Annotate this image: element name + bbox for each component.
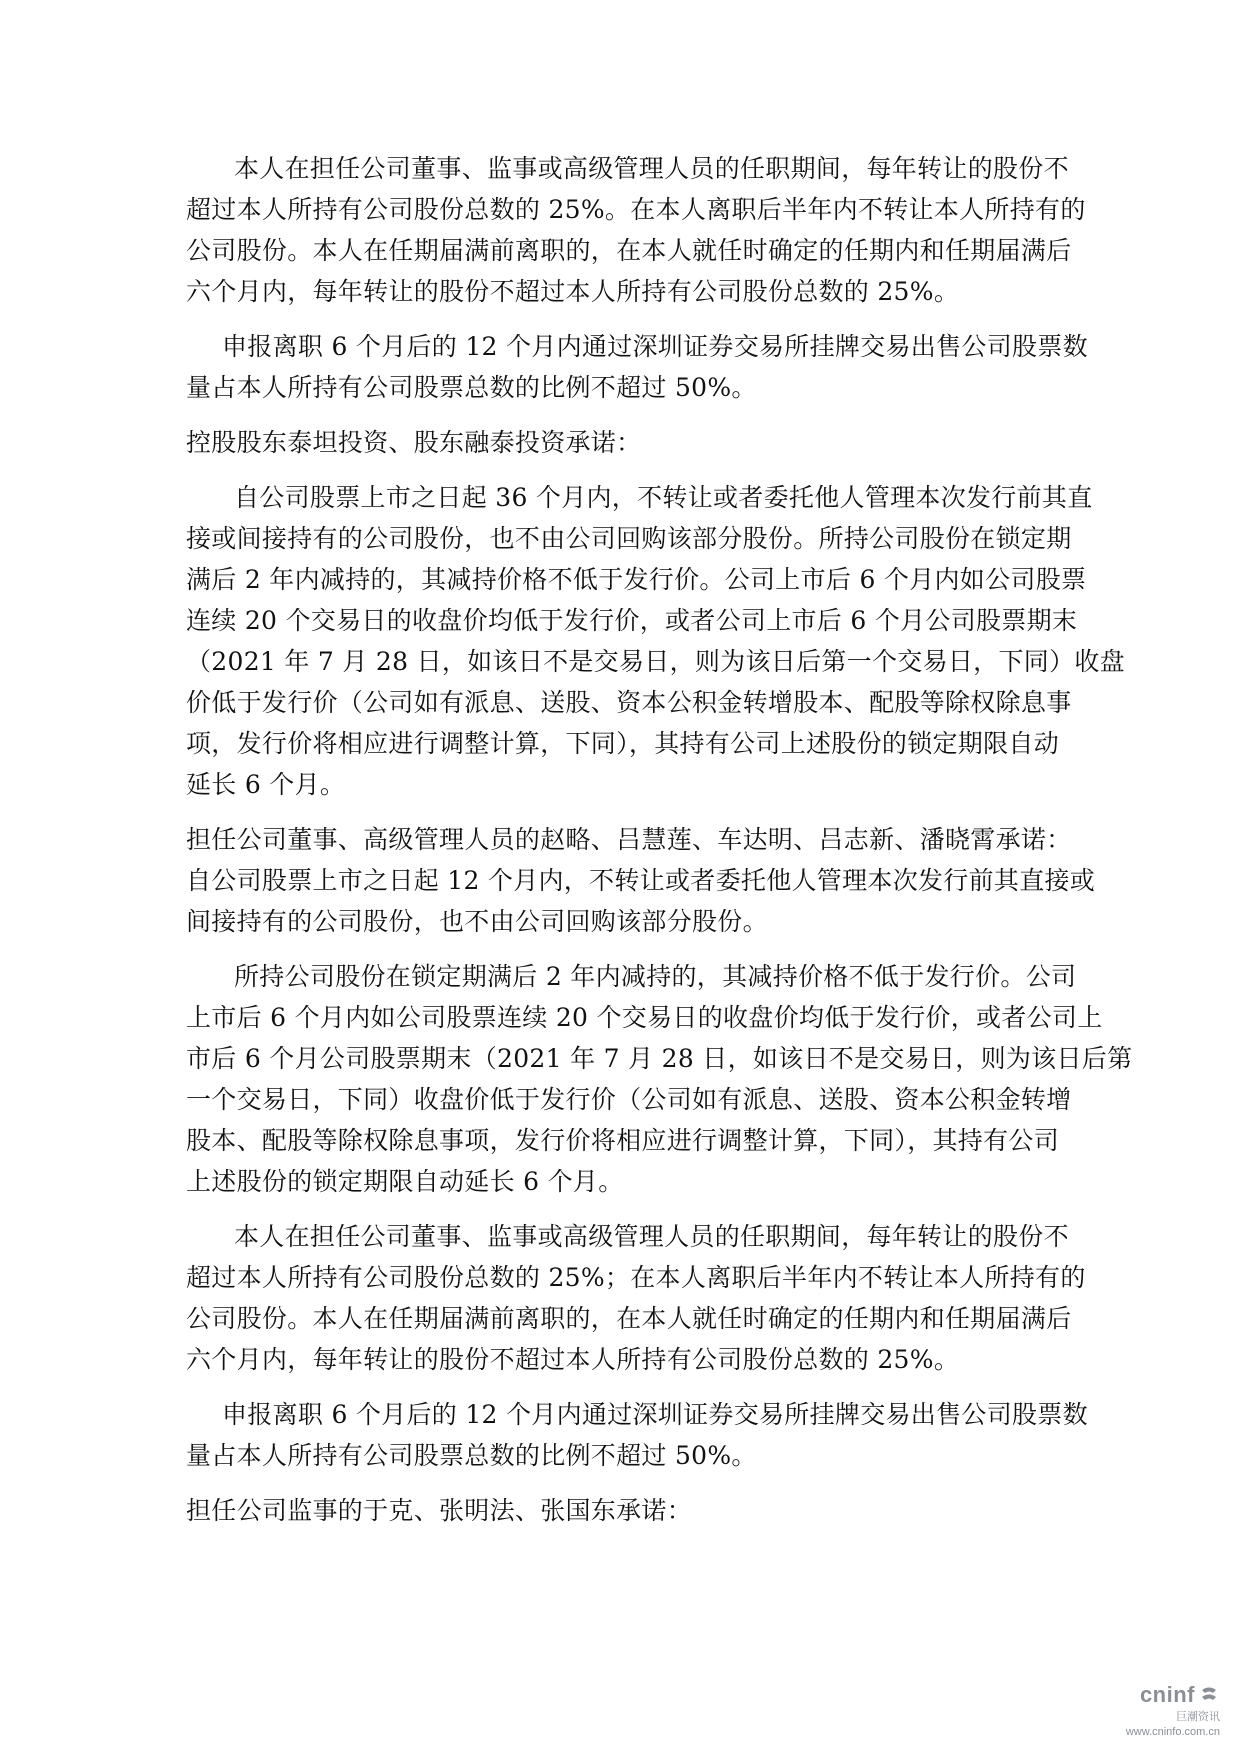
cninfo-watermark: [1126, 1682, 1220, 1738]
text-line: 申报离职 6 个月后的 12 个月内通过深圳证券交易所挂牌交易出售公司股票数: [222, 332, 1088, 361]
text-line: 所持公司股份在锁定期满后 2 年内减持的，其减持价格不低于发行价。公司: [234, 962, 1077, 991]
text-line: 公司股份。本人在任期届满前离职的，在本人就任时确定的任期内和任期届满后: [186, 1304, 1072, 1333]
text-line: 接或间接持有的公司股份，也不由公司回购该部分股份。所持公司股份在锁定期: [186, 524, 1072, 553]
text-line: 申报离职 6 个月后的 12 个月内通过深圳证券交易所挂牌交易出售公司股票数: [222, 1400, 1088, 1429]
paragraph: [186, 1216, 1069, 1257]
text-line: 本人在担任公司董事、监事或高级管理人员的任职期间，每年转让的股份不: [234, 1222, 1069, 1251]
watermark-logo-text: cninf: [1139, 1682, 1195, 1707]
document-page: [186, 148, 1133, 1531]
text-line: 自公司股票上市之日起 36 个月内，不转让或者委托他人管理本次发行前其直: [234, 483, 1093, 512]
paragraph-cont: [186, 997, 1133, 1202]
watermark-logo: [1126, 1682, 1220, 1708]
paragraph-cont: [186, 518, 1125, 805]
text-line: 超过本人所持有公司股份总数的 25%。在本人离职后半年内不转让本人所持有的: [186, 195, 1086, 224]
paragraph-cont: [186, 860, 1096, 942]
text-line: 量占本人所持有公司股票总数的比例不超过 50%。: [186, 1441, 757, 1470]
paragraph-cont: [186, 189, 1086, 312]
text-line: 市后 6 个月公司股票期末（2021 年 7 月 28 日，如该日不是交易日，则为该日后第: [186, 1044, 1133, 1073]
text-line: 连续 20 个交易日的收盘价均低于发行价，或者公司上市后 6 个月公司股票期末: [186, 606, 1078, 635]
text-line: 控股股东泰坦投资、股东融泰投资承诺：: [186, 428, 642, 457]
watermark-subtitle: 巨潮资讯: [1176, 1711, 1220, 1723]
text-line: 满后 2 年内减持的，其减持价格不低于发行价。公司上市后 6 个月内如公司股票: [186, 565, 1087, 594]
text-line: 公司股份。本人在任期届满前离职的，在本人就任时确定的任期内和任期届满后: [186, 236, 1072, 265]
text-line: 股本、配股等除权除息事项，发行价将相应进行调整计算，下同），其持有公司: [186, 1126, 1060, 1155]
paragraph-cont: [186, 1257, 1086, 1380]
text-line: 延长 6 个月。: [186, 770, 346, 799]
paragraph: [186, 956, 1077, 997]
cninfo-logo-icon: [1198, 1684, 1220, 1706]
text-line: 一个交易日，下同）收盘价低于发行价（公司如有派息、送股、资本公积金转增: [186, 1085, 1072, 1114]
text-line: 间接持有的公司股份，也不由公司回购该部分股份。: [186, 907, 768, 936]
text-line: 担任公司监事的于克、张明法、张国东承诺：: [186, 1496, 693, 1525]
text-line: 上市后 6 个月内如公司股票连续 20 个交易日的收盘价均低于发行价，或者公司上: [186, 1003, 1103, 1032]
watermark-url: www.cninfo.com.cn: [1125, 1726, 1220, 1738]
text-line: 价低于发行价（公司如有派息、送股、资本公积金转增股本、配股等除权除息事: [186, 688, 1072, 717]
text-line: （2021 年 7 月 28 日，如该日不是交易日，则为该日后第一个交易日，下同）收盘: [186, 647, 1125, 676]
text-line: 六个月内，每年转让的股份不超过本人所持有公司股份总数的 25%。: [186, 1345, 960, 1374]
section-heading: [186, 1490, 1056, 1531]
paragraph: [186, 1394, 1088, 1435]
text-line: 六个月内，每年转让的股份不超过本人所持有公司股份总数的 25%。: [186, 277, 960, 306]
paragraph: [186, 326, 1088, 367]
paragraph: [186, 148, 1069, 189]
section-heading: [186, 422, 1056, 463]
text-line: 担任公司董事、高级管理人员的赵略、吕慧莲、车达明、吕志新、潘晓霄承诺：: [186, 825, 1072, 854]
paragraph-cont: [186, 1435, 1056, 1476]
text-line: 项，发行价将相应进行调整计算，下同），其持有公司上述股份的锁定期限自动: [186, 729, 1060, 758]
text-line: 量占本人所持有公司股票总数的比例不超过 50%。: [186, 373, 757, 402]
section-heading: [186, 819, 1072, 860]
text-line: 自公司股票上市之日起 12 个月内，不转让或者委托他人管理本次发行前其直接或: [186, 866, 1096, 895]
text-line: 超过本人所持有公司股份总数的 25%；在本人离职后半年内不转让本人所持有的: [186, 1263, 1086, 1292]
text-line: 本人在担任公司董事、监事或高级管理人员的任职期间，每年转让的股份不: [234, 154, 1069, 183]
text-line: 上述股份的锁定期限自动延长 6 个月。: [186, 1167, 624, 1196]
paragraph-cont: [186, 367, 1056, 408]
paragraph: [186, 477, 1093, 518]
